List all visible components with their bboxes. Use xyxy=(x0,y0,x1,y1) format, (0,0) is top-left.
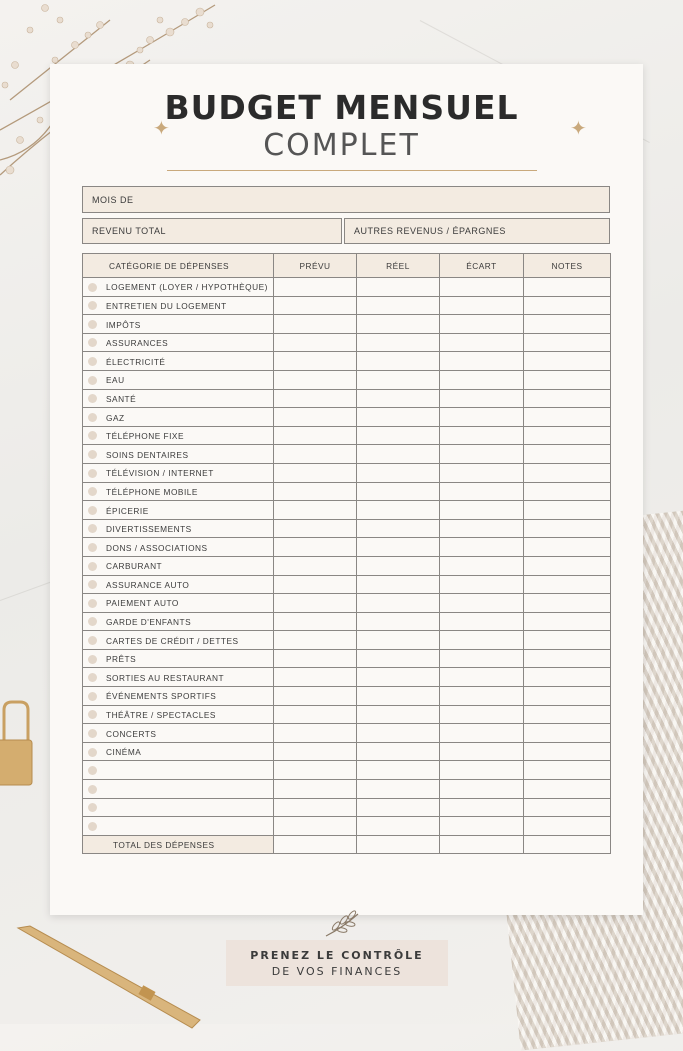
notes-cell[interactable] xyxy=(524,668,611,687)
category-cell xyxy=(83,519,274,538)
category-cell xyxy=(83,408,274,427)
planned-cell[interactable] xyxy=(274,482,357,501)
notes-cell[interactable] xyxy=(524,519,611,538)
category-label: GAZ xyxy=(106,412,125,423)
table-row xyxy=(83,705,611,724)
category-label: CARBURANT xyxy=(106,561,163,572)
category-cell xyxy=(83,501,274,520)
actual-cell[interactable] xyxy=(357,724,440,743)
planned-cell[interactable] xyxy=(274,445,357,464)
category-cell xyxy=(83,649,274,668)
bullet-dot-icon xyxy=(88,394,97,403)
difference-cell[interactable] xyxy=(440,501,524,520)
bullet-dot-icon xyxy=(88,655,97,664)
total-income-label: REVENU TOTAL xyxy=(92,226,167,236)
difference-cell[interactable] xyxy=(440,556,524,575)
other-income-label: AUTRES REVENUS / ÉPARGNES xyxy=(354,226,506,236)
actual-cell[interactable] xyxy=(357,649,440,668)
table-row xyxy=(83,668,611,687)
notes-cell[interactable] xyxy=(524,445,611,464)
difference-cell[interactable] xyxy=(440,463,524,482)
category-label: SANTÉ xyxy=(106,393,137,404)
difference-cell[interactable] xyxy=(440,612,524,631)
actual-cell[interactable] xyxy=(357,408,440,427)
planned-cell[interactable] xyxy=(274,724,357,743)
notes-cell[interactable] xyxy=(524,649,611,668)
category-cell xyxy=(83,575,274,594)
category-cell xyxy=(83,705,274,724)
actual-cell[interactable] xyxy=(357,501,440,520)
planned-cell[interactable] xyxy=(274,463,357,482)
notes-cell[interactable] xyxy=(524,594,611,613)
bullet-dot-icon xyxy=(88,450,97,459)
planned-cell[interactable] xyxy=(274,761,357,780)
actual-cell[interactable] xyxy=(357,296,440,315)
actual-cell[interactable] xyxy=(357,761,440,780)
actual-cell[interactable] xyxy=(357,463,440,482)
actual-cell[interactable] xyxy=(357,426,440,445)
actual-cell[interactable] xyxy=(357,389,440,408)
category-cell xyxy=(83,315,274,334)
column-header-actual: RÉEL xyxy=(357,254,440,278)
column-header-category: CATÉGORIE DE DÉPENSES xyxy=(83,254,274,278)
category-cell xyxy=(83,333,274,352)
actual-cell[interactable] xyxy=(357,668,440,687)
category-label: LOGEMENT (LOYER / HYPOTHÈQUE) xyxy=(106,282,268,293)
bullet-dot-icon xyxy=(88,599,97,608)
actual-cell[interactable] xyxy=(357,631,440,650)
table-row xyxy=(83,370,611,389)
sparkle-icon: ✦ xyxy=(153,118,170,140)
total-actual-cell[interactable] xyxy=(357,835,440,854)
category-cell xyxy=(83,742,274,761)
column-header-planned: PRÉVU xyxy=(274,254,357,278)
category-label: EAU xyxy=(106,375,125,386)
table-row xyxy=(83,463,611,482)
month-label: MOIS DE xyxy=(92,194,134,205)
table-row xyxy=(83,538,611,557)
notes-cell[interactable] xyxy=(524,817,611,836)
difference-cell[interactable] xyxy=(440,519,524,538)
category-cell xyxy=(83,761,274,780)
table-row xyxy=(83,761,611,780)
category-cell xyxy=(83,612,274,631)
difference-cell[interactable] xyxy=(440,575,524,594)
planned-cell[interactable] xyxy=(274,649,357,668)
bullet-dot-icon xyxy=(88,469,97,478)
category-cell xyxy=(83,556,274,575)
category-cell xyxy=(83,631,274,650)
table-row xyxy=(83,315,611,334)
title-line-1: BUDGET MENSUEL xyxy=(164,88,519,127)
notes-cell[interactable] xyxy=(524,408,611,427)
actual-cell[interactable] xyxy=(357,575,440,594)
category-label: SOINS DENTAIRES xyxy=(106,449,189,460)
expense-table xyxy=(82,253,611,854)
title-line-2: COMPLET xyxy=(263,128,420,163)
difference-cell[interactable] xyxy=(440,798,524,817)
category-label: ÉPICERIE xyxy=(106,505,149,516)
category-label: IMPÔTS xyxy=(106,319,141,330)
category-cell xyxy=(83,687,274,706)
planned-cell[interactable] xyxy=(274,742,357,761)
actual-cell[interactable] xyxy=(357,482,440,501)
difference-cell[interactable] xyxy=(440,705,524,724)
notes-cell[interactable] xyxy=(524,482,611,501)
planned-cell[interactable] xyxy=(274,370,357,389)
category-cell xyxy=(83,463,274,482)
notes-cell[interactable] xyxy=(524,278,611,297)
category-label: TÉLÉPHONE FIXE xyxy=(106,430,185,441)
category-label: DONS / ASSOCIATIONS xyxy=(106,542,208,553)
actual-cell[interactable] xyxy=(357,538,440,557)
category-label: THÉÂTRE / SPECTACLES xyxy=(106,709,216,720)
bullet-dot-icon xyxy=(88,283,97,292)
difference-cell[interactable] xyxy=(440,389,524,408)
category-label: ENTRETIEN DU LOGEMENT xyxy=(106,300,227,311)
planned-cell[interactable] xyxy=(274,780,357,799)
notes-cell[interactable] xyxy=(524,501,611,520)
bullet-dot-icon xyxy=(88,822,97,831)
notes-cell[interactable] xyxy=(524,798,611,817)
actual-cell[interactable] xyxy=(357,594,440,613)
actual-cell[interactable] xyxy=(357,519,440,538)
table-row xyxy=(83,519,611,538)
planned-cell[interactable] xyxy=(274,296,357,315)
bullet-dot-icon xyxy=(88,320,97,329)
planned-cell[interactable] xyxy=(274,408,357,427)
table-row xyxy=(83,575,611,594)
difference-cell[interactable] xyxy=(440,817,524,836)
leaf-sprig-icon xyxy=(322,910,362,940)
planned-cell[interactable] xyxy=(274,556,357,575)
column-header-notes: NOTES xyxy=(524,254,611,278)
notes-cell[interactable] xyxy=(524,538,611,557)
difference-cell[interactable] xyxy=(440,631,524,650)
difference-cell[interactable] xyxy=(440,538,524,557)
category-cell xyxy=(83,296,274,315)
planned-cell[interactable] xyxy=(274,705,357,724)
bullet-dot-icon xyxy=(88,543,97,552)
table-row xyxy=(83,724,611,743)
bullet-dot-icon xyxy=(88,524,97,533)
bullet-dot-icon xyxy=(88,301,97,310)
gold-binder-clip-icon xyxy=(0,700,44,790)
category-cell xyxy=(83,278,274,297)
category-cell xyxy=(83,352,274,371)
category-cell xyxy=(83,445,274,464)
bullet-dot-icon xyxy=(88,338,97,347)
table-row xyxy=(83,817,611,836)
notes-cell[interactable] xyxy=(524,426,611,445)
category-cell xyxy=(83,426,274,445)
notes-cell[interactable] xyxy=(524,556,611,575)
notes-cell[interactable] xyxy=(524,389,611,408)
actual-cell[interactable] xyxy=(357,780,440,799)
total-income-field[interactable] xyxy=(82,218,342,244)
category-label: CONCERTS xyxy=(106,728,157,739)
bullet-dot-icon xyxy=(88,431,97,440)
category-label: TÉLÉPHONE MOBILE xyxy=(106,486,198,497)
bullet-dot-icon xyxy=(88,357,97,366)
bullet-dot-icon xyxy=(88,729,97,738)
planned-cell[interactable] xyxy=(274,501,357,520)
table-row xyxy=(83,482,611,501)
planned-cell[interactable] xyxy=(274,687,357,706)
table-row xyxy=(83,556,611,575)
table-row xyxy=(83,612,611,631)
actual-cell[interactable] xyxy=(357,352,440,371)
category-cell xyxy=(83,538,274,557)
category-label: ÉVÉNEMENTS SPORTIFS xyxy=(106,691,217,702)
category-label: DIVERTISSEMENTS xyxy=(106,523,192,534)
actual-cell[interactable] xyxy=(357,556,440,575)
bullet-dot-icon xyxy=(88,580,97,589)
table-header-row xyxy=(83,254,611,278)
actual-cell[interactable] xyxy=(357,315,440,334)
difference-cell[interactable] xyxy=(440,370,524,389)
month-field[interactable] xyxy=(82,186,610,213)
title-divider xyxy=(167,170,537,171)
difference-cell[interactable] xyxy=(440,780,524,799)
total-difference-cell[interactable] xyxy=(440,835,524,854)
category-label: ÉLECTRICITÉ xyxy=(106,356,166,367)
actual-cell[interactable] xyxy=(357,370,440,389)
category-cell xyxy=(83,724,274,743)
difference-cell[interactable] xyxy=(440,445,524,464)
actual-cell[interactable] xyxy=(357,278,440,297)
table-row xyxy=(83,780,611,799)
notes-cell[interactable] xyxy=(524,687,611,706)
notes-cell[interactable] xyxy=(524,612,611,631)
table-row xyxy=(83,631,611,650)
category-label: SORTIES AU RESTAURANT xyxy=(106,672,225,683)
difference-cell[interactable] xyxy=(440,333,524,352)
category-label: ASSURANCES xyxy=(106,337,169,348)
total-notes-cell[interactable] xyxy=(524,835,611,854)
bullet-dot-icon xyxy=(88,673,97,682)
actual-cell[interactable] xyxy=(357,705,440,724)
table-row xyxy=(83,501,611,520)
bullet-dot-icon xyxy=(88,636,97,645)
bullet-dot-icon xyxy=(88,748,97,757)
difference-cell[interactable] xyxy=(440,668,524,687)
difference-cell[interactable] xyxy=(440,482,524,501)
notes-cell[interactable] xyxy=(524,761,611,780)
actual-cell[interactable] xyxy=(357,445,440,464)
planned-cell[interactable] xyxy=(274,315,357,334)
table-row xyxy=(83,426,611,445)
difference-cell[interactable] xyxy=(440,352,524,371)
planned-cell[interactable] xyxy=(274,426,357,445)
table-row xyxy=(83,594,611,613)
column-header-difference: ÉCART xyxy=(440,254,524,278)
actual-cell[interactable] xyxy=(357,612,440,631)
notes-cell[interactable] xyxy=(524,631,611,650)
difference-cell[interactable] xyxy=(440,687,524,706)
bullet-dot-icon xyxy=(88,487,97,496)
bullet-dot-icon xyxy=(88,413,97,422)
category-cell xyxy=(83,389,274,408)
actual-cell[interactable] xyxy=(357,742,440,761)
category-cell xyxy=(83,482,274,501)
difference-cell[interactable] xyxy=(440,296,524,315)
bullet-dot-icon xyxy=(88,562,97,571)
category-cell xyxy=(83,798,274,817)
difference-cell[interactable] xyxy=(440,426,524,445)
bullet-dot-icon xyxy=(88,803,97,812)
planned-cell[interactable] xyxy=(274,631,357,650)
table-row xyxy=(83,742,611,761)
notes-cell[interactable] xyxy=(524,463,611,482)
footer-line-2: DE VOS FINANCES xyxy=(271,965,403,978)
actual-cell[interactable] xyxy=(357,817,440,836)
planned-cell[interactable] xyxy=(274,389,357,408)
notes-cell[interactable] xyxy=(524,352,611,371)
footer-banner xyxy=(226,940,448,986)
sparkle-icon: ✦ xyxy=(570,118,587,140)
actual-cell[interactable] xyxy=(357,333,440,352)
notes-cell[interactable] xyxy=(524,315,611,334)
table-row xyxy=(83,445,611,464)
table-row xyxy=(83,798,611,817)
table-row xyxy=(83,278,611,297)
category-label: CINÉMA xyxy=(106,747,142,758)
category-label: CARTES DE CRÉDIT / DETTES xyxy=(106,635,239,646)
difference-cell[interactable] xyxy=(440,594,524,613)
table-row xyxy=(83,333,611,352)
category-label: PRÊTS xyxy=(106,654,137,665)
table-row xyxy=(83,352,611,371)
bullet-dot-icon xyxy=(88,710,97,719)
notes-cell[interactable] xyxy=(524,780,611,799)
actual-cell[interactable] xyxy=(357,798,440,817)
marble-vein xyxy=(0,580,57,601)
bullet-dot-icon xyxy=(88,617,97,626)
difference-cell[interactable] xyxy=(440,408,524,427)
planned-cell[interactable] xyxy=(274,668,357,687)
planned-cell[interactable] xyxy=(274,798,357,817)
planned-cell[interactable] xyxy=(274,278,357,297)
notes-cell[interactable] xyxy=(524,296,611,315)
bullet-dot-icon xyxy=(88,692,97,701)
planned-cell[interactable] xyxy=(274,612,357,631)
category-cell xyxy=(83,817,274,836)
category-cell xyxy=(83,780,274,799)
difference-cell[interactable] xyxy=(440,649,524,668)
total-label: TOTAL DES DÉPENSES xyxy=(83,835,274,854)
planned-cell[interactable] xyxy=(274,575,357,594)
total-planned-cell[interactable] xyxy=(274,835,357,854)
notes-cell[interactable] xyxy=(524,575,611,594)
planned-cell[interactable] xyxy=(274,594,357,613)
bullet-dot-icon xyxy=(88,785,97,794)
category-cell xyxy=(83,370,274,389)
bullet-dot-icon xyxy=(88,766,97,775)
notes-cell[interactable] xyxy=(524,742,611,761)
table-row xyxy=(83,687,611,706)
notes-cell[interactable] xyxy=(524,333,611,352)
category-label: PAIEMENT AUTO xyxy=(106,598,179,609)
table-row xyxy=(83,408,611,427)
bullet-dot-icon xyxy=(88,506,97,515)
difference-cell[interactable] xyxy=(440,761,524,780)
gold-pen-icon xyxy=(10,920,210,1030)
planned-cell[interactable] xyxy=(274,352,357,371)
actual-cell[interactable] xyxy=(357,687,440,706)
category-cell xyxy=(83,668,274,687)
category-cell xyxy=(83,594,274,613)
difference-cell[interactable] xyxy=(440,278,524,297)
difference-cell[interactable] xyxy=(440,315,524,334)
table-row xyxy=(83,389,611,408)
planned-cell[interactable] xyxy=(274,538,357,557)
category-label: ASSURANCE AUTO xyxy=(106,579,190,590)
planned-cell[interactable] xyxy=(274,333,357,352)
notes-cell[interactable] xyxy=(524,370,611,389)
category-label: GARDE D'ENFANTS xyxy=(106,616,192,627)
notes-cell[interactable] xyxy=(524,724,611,743)
total-row xyxy=(83,835,611,854)
planned-cell[interactable] xyxy=(274,519,357,538)
other-income-field[interactable] xyxy=(344,218,610,244)
difference-cell[interactable] xyxy=(440,742,524,761)
table-row xyxy=(83,296,611,315)
difference-cell[interactable] xyxy=(440,724,524,743)
category-label: TÉLÉVISION / INTERNET xyxy=(106,468,214,479)
notes-cell[interactable] xyxy=(524,705,611,724)
table-row xyxy=(83,649,611,668)
footer-line-1: PRENEZ LE CONTRÔLE xyxy=(250,949,424,962)
bullet-dot-icon xyxy=(88,376,97,385)
planned-cell[interactable] xyxy=(274,817,357,836)
